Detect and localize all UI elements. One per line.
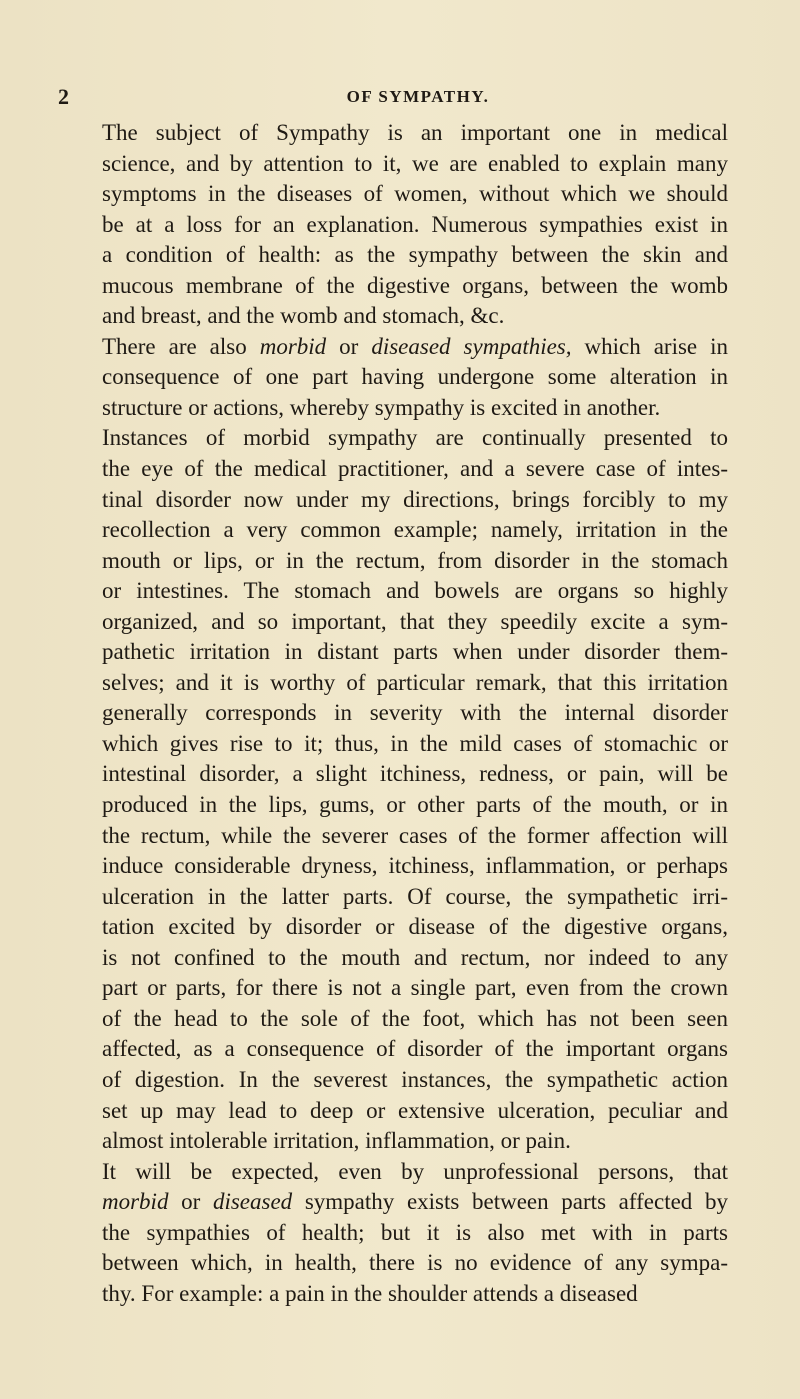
text-segment: The subject of Sympathy is an important one in medical xyxy=(102,120,728,145)
text-line xyxy=(102,149,728,180)
text-segment: induce considerable dryness, itchiness, inflammation, or perhaps xyxy=(102,853,728,879)
text-line xyxy=(102,607,728,638)
text-segment: sympathy exists between parts affected by xyxy=(292,1189,728,1215)
text-line xyxy=(102,790,728,821)
text-segment: It will be expected, even by unprofessional persons, that xyxy=(102,1158,728,1184)
text-line xyxy=(102,759,728,790)
text-segment: set up may lead to deep or extensive ulceration, peculiar and xyxy=(102,1097,728,1123)
text-line xyxy=(102,546,728,577)
text-line xyxy=(102,729,728,760)
text-segment: a condition of health: as the sympathy between the skin and xyxy=(102,242,728,268)
italic-text: morbid xyxy=(259,333,327,359)
text-line xyxy=(102,973,728,1004)
text-line xyxy=(102,515,728,546)
text-segment: or intestines. The stomach and bowels are organs so highly xyxy=(102,578,728,604)
text-segment: which gives rise to it; thus, in the mild cases of stomachic or xyxy=(102,730,728,756)
text-segment: pathetic irritation in distant parts when under disorder them- xyxy=(102,639,728,665)
text-segment: between which, in health, there is no evidence of any sympa- xyxy=(102,1250,728,1276)
text-line xyxy=(102,1126,728,1157)
text-segment: recollection a very common example; namely, irritation in the xyxy=(102,517,728,543)
text-segment: generally corresponds in severity with the internal disorder xyxy=(102,700,728,726)
text-segment: tinal disorder now under my directions, brings forcibly to my xyxy=(102,486,728,512)
text-segment: thy. For example: a pain in the shoulder attends a diseased xyxy=(102,1280,638,1306)
text-line xyxy=(102,485,728,516)
text-line xyxy=(102,1065,728,1096)
text-line xyxy=(102,851,728,882)
text-segment: of digestion. In the severest instances, the sympathetic action xyxy=(102,1066,728,1092)
body-text xyxy=(102,118,728,1309)
text-line xyxy=(102,943,728,974)
text-line xyxy=(102,362,728,393)
text-segment: affected, as a consequence of disorder of the important organs xyxy=(102,1036,728,1062)
text-line xyxy=(102,698,728,729)
text-segment: almost intolerable irritation, inflammation, or pain. xyxy=(102,1128,571,1154)
text-segment: structure or actions, whereby sympathy is excited in another. xyxy=(102,394,661,420)
text-line xyxy=(102,1004,728,1035)
text-segment: There are also xyxy=(102,333,260,359)
text-line xyxy=(102,271,728,302)
text-line xyxy=(102,576,728,607)
text-segment: part or parts, for there is not a single part, even from the crown xyxy=(102,975,728,1001)
text-line xyxy=(102,821,728,852)
text-line xyxy=(102,1187,728,1218)
text-segment: tation excited by disorder or disease of the digestive organs, xyxy=(102,914,728,940)
text-segment: is not confined to the mouth and rectum, nor indeed to any xyxy=(102,944,728,970)
italic-text: morbid xyxy=(102,1189,169,1215)
text-segment: intestinal disorder, a slight itchiness, redness, or pain, will be xyxy=(102,761,728,787)
text-line xyxy=(102,882,728,913)
text-segment: be at a loss for an explanation. Numerous sympathies exist in xyxy=(102,211,728,237)
text-segment: or xyxy=(326,333,372,359)
text-line xyxy=(102,240,728,271)
running-head xyxy=(58,84,738,114)
text-segment: science, and by attention to it, we are enabled to explain many xyxy=(102,150,728,176)
text-segment: of the head to the sole of the foot, which has not been seen xyxy=(102,1005,728,1031)
text-segment: the eye of the medical practitioner, and a severe case of intes- xyxy=(102,456,728,482)
text-line xyxy=(102,1248,728,1279)
text-line xyxy=(102,393,728,424)
text-line xyxy=(102,210,728,241)
text-line xyxy=(102,301,728,332)
text-segment: mouth or lips, or in the rectum, from disorder in the stomach xyxy=(102,547,728,573)
text-line xyxy=(102,1034,728,1065)
running-title: OF SYMPATHY. xyxy=(346,87,490,106)
text-segment: organized, and so important, that they speedily excite a sym- xyxy=(102,608,728,634)
text-line xyxy=(102,423,728,454)
text-line xyxy=(102,179,728,210)
text-line xyxy=(102,1096,728,1127)
text-line xyxy=(102,912,728,943)
text-segment: ulceration in the latter parts. Of course, the sympathetic irri- xyxy=(102,883,728,909)
text-line xyxy=(102,1157,728,1188)
text-segment: or xyxy=(168,1189,213,1215)
text-line xyxy=(102,332,728,363)
text-segment: symptoms in the diseases of women, without which we should xyxy=(102,181,728,207)
text-line xyxy=(102,118,728,149)
italic-text: diseased sympathies, xyxy=(371,333,572,359)
text-segment: the rectum, while the severer cases of the former affection will xyxy=(102,822,728,848)
text-segment: mucous membrane of the digestive organs, between the womb xyxy=(102,272,728,298)
text-line xyxy=(102,454,728,485)
text-segment: consequence of one part having undergone some alteration in xyxy=(102,364,728,390)
text-segment: Instances of morbid sympathy are continually presented to xyxy=(102,425,728,451)
text-segment: selves; and it is worthy of particular remark, that this irritation xyxy=(102,669,728,695)
text-line xyxy=(102,637,728,668)
text-line xyxy=(102,668,728,699)
text-line xyxy=(102,1218,728,1249)
text-segment: produced in the lips, gums, or other parts of the mouth, or in xyxy=(102,792,728,818)
text-line xyxy=(102,1279,728,1310)
text-segment: which arise in xyxy=(571,333,729,359)
text-segment: the sympathies of health; but it is also met with in parts xyxy=(102,1219,728,1245)
italic-text: diseased xyxy=(212,1189,293,1215)
page-number: 2 xyxy=(58,84,69,109)
text-segment: and breast, and the womb and stomach, &c. xyxy=(102,303,505,329)
